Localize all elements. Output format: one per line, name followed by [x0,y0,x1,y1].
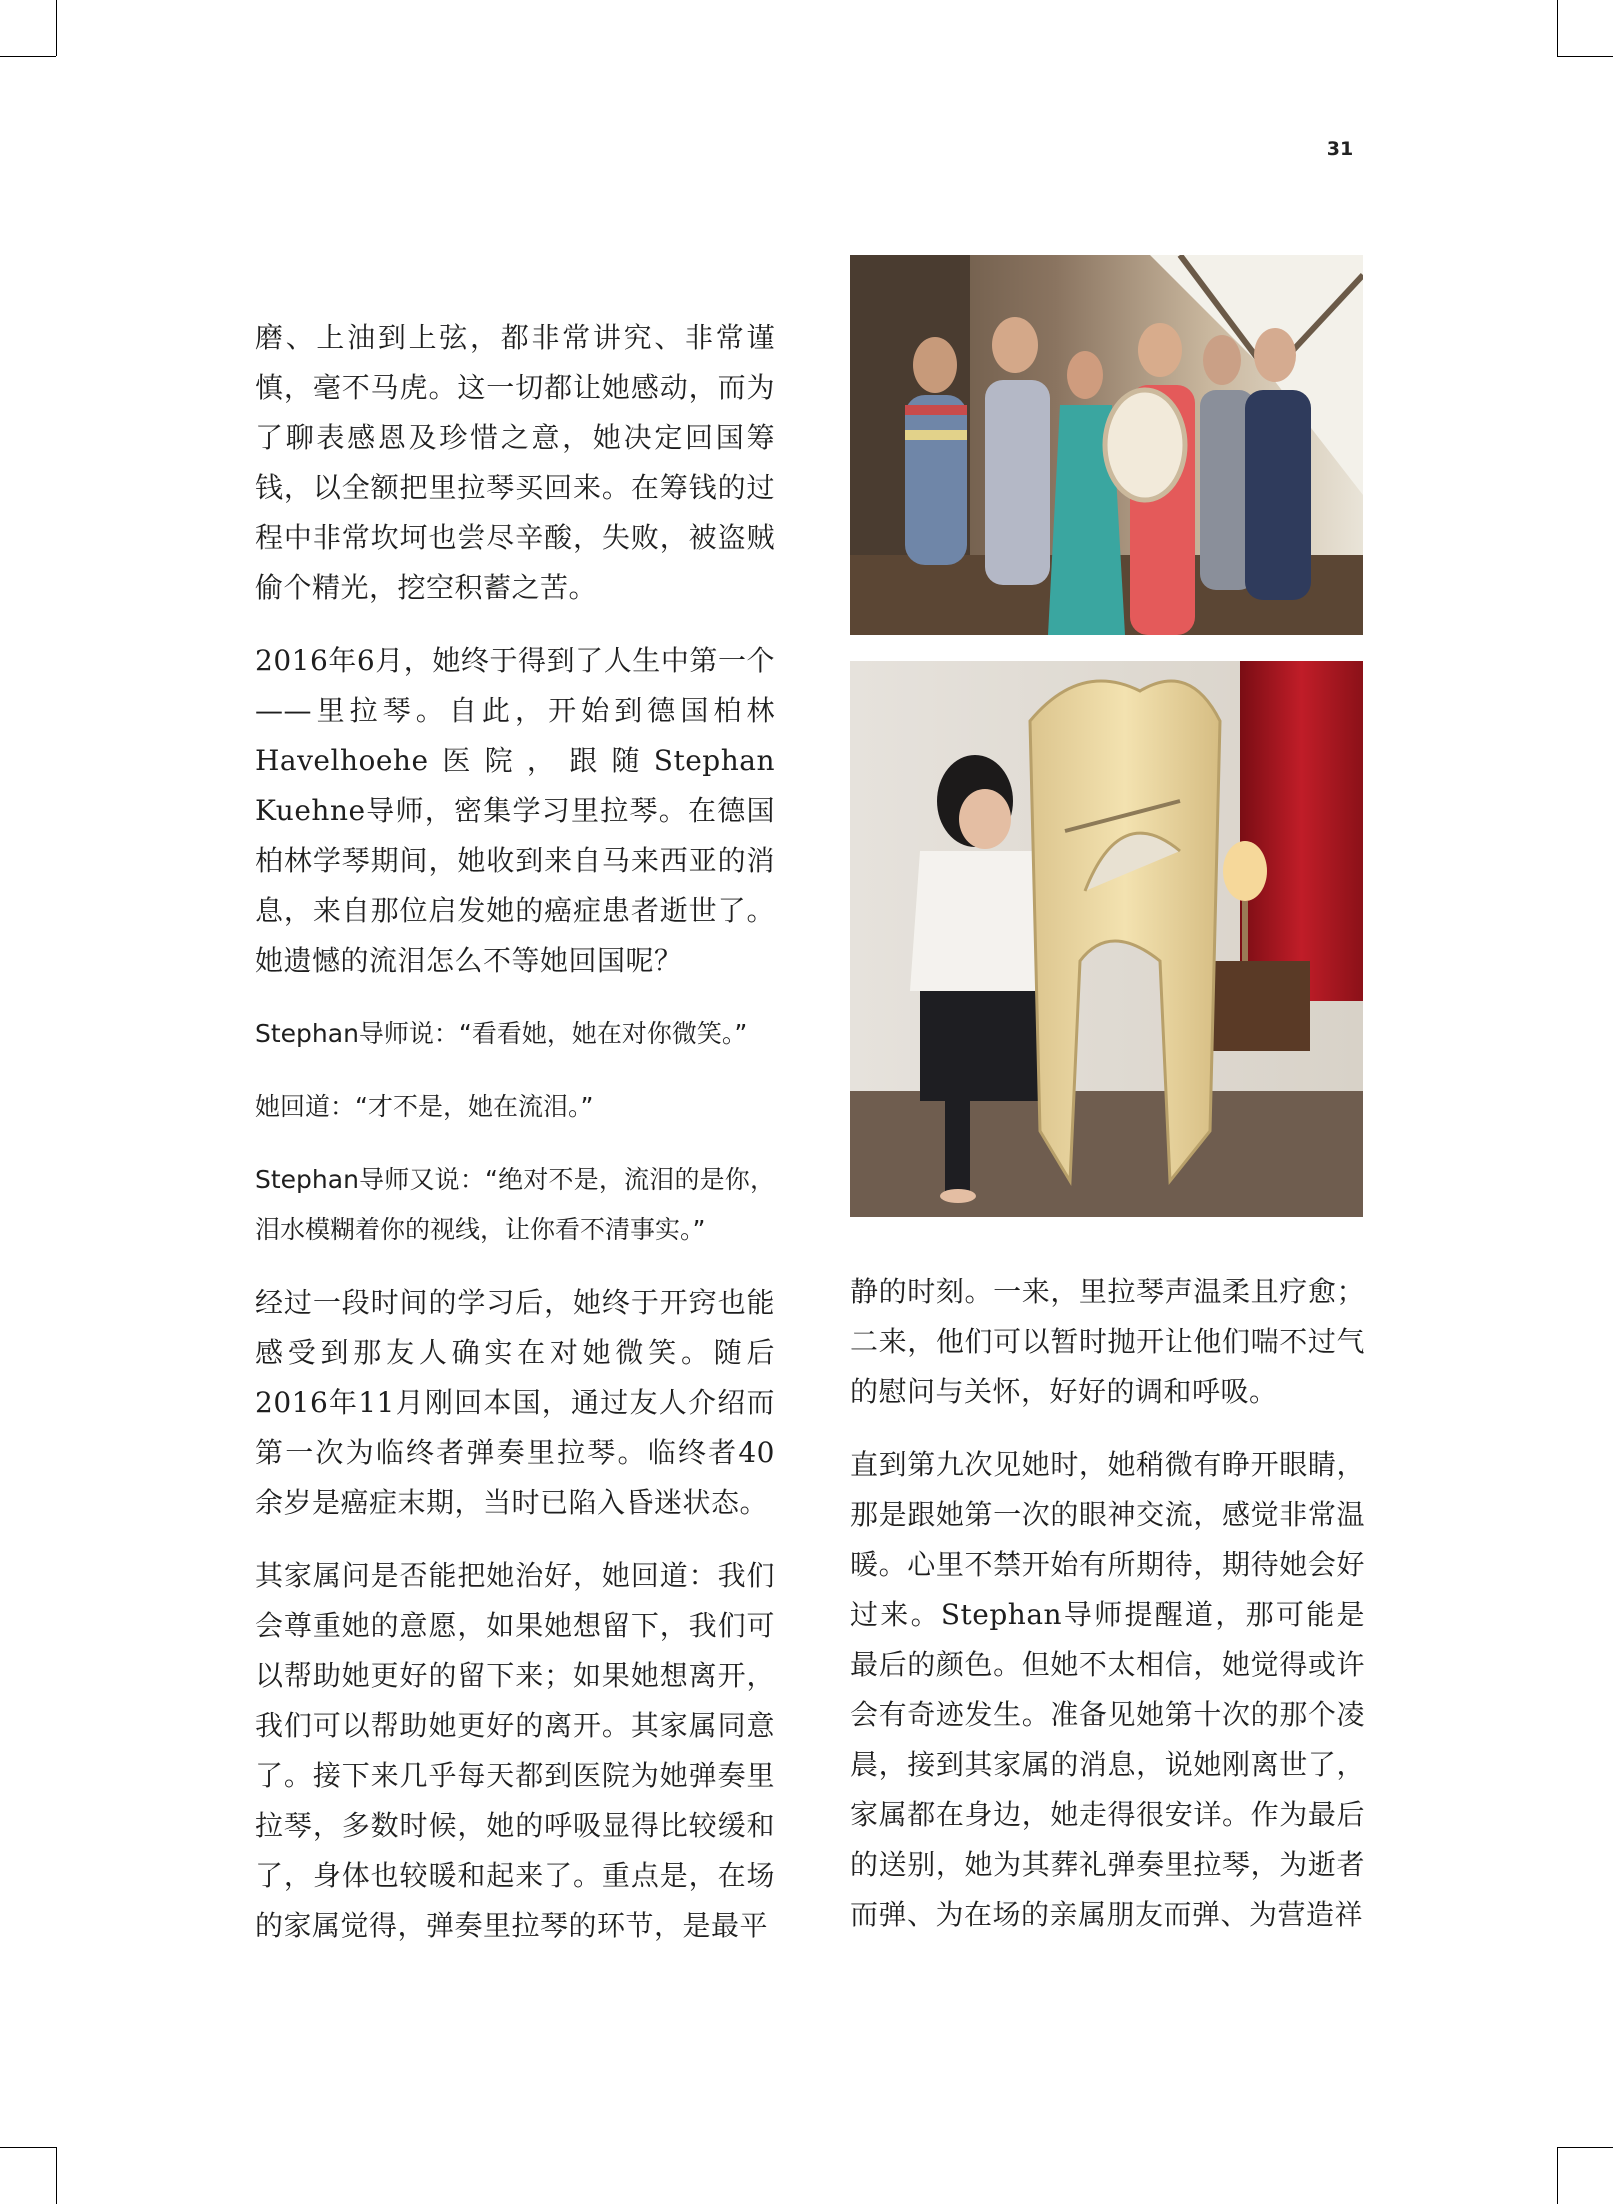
left-text-column [255,313,775,1974]
crop-mark [1557,2147,1613,2148]
paragraph: 直到第九次见她时，她稍微有睁开眼睛，那是跟她第一次的眼神交流，感觉非常温暖。心里不禁开始有所期待，期待她会好过来。Stephan导师提醒道，那可能是最后的颜色。但她不太相信，她觉得或许会有奇迹发生。准备见她第十次的那个凌晨，接到其家属的消息，说她刚离世了，家属都在身边，她走得很安详。作为最后的送别，她为其葬礼弹奏里拉琴，为逝者而弹、为在场的亲属朋友而弹、为营造祥 [850,1448,1365,1931]
paragraph: 经过一段时间的学习后，她终于开窍也能感受到那友人确实在对她微笑。随后2016年11月刚回本国，通过友人介绍而第一次为临终者弹奏里拉琴。临终者40余岁是癌症末期，当时已陷入昏迷状态。 [255,1286,775,1519]
quote-paragraph: Stephan导师又说：“绝对不是，流泪的是你，泪水模糊着你的视线，让你看不清事实。” [255,1165,775,1244]
crop-mark [56,2147,57,2204]
crop-mark [0,2147,56,2148]
lyre-player-photo [850,661,1363,1217]
quote-paragraph: 她回道：“才不是，她在流泪。” [255,1092,594,1121]
lyre-player-illustration [850,661,1363,1217]
group-photo-illustration [850,255,1363,635]
right-text-column [850,1267,1365,1963]
crop-mark [0,56,56,57]
crop-mark [56,0,57,56]
quote-paragraph: Stephan导师说：“看看她，她在对你微笑。” [255,1019,748,1048]
paragraph: 静的时刻。一来，里拉琴声温柔且疗愈；二来，他们可以暂时抛开让他们喘不过气的慰问与关怀，好好的调和呼吸。 [850,1275,1365,1408]
group-photo [850,255,1363,635]
page-number: 31 [1326,138,1354,160]
crop-mark [1557,56,1613,57]
crop-mark [1557,0,1558,56]
paragraph: 其家属问是否能把她治好，她回道：我们会尊重她的意愿，如果她想留下，我们可以帮助她更好的留下来；如果她想离开，我们可以帮助她更好的离开。其家属同意了。接下来几乎每天都到医院为她弹奏里拉琴，多数时候，她的呼吸显得比较缓和了，身体也较暖和起来了。重点是，在场的家属觉得，弹奏里拉琴的环节，是最平 [255,1559,775,1942]
paragraph: 磨、上油到上弦，都非常讲究、非常谨慎，毫不马虎。这一切都让她感动，而为了聊表感恩及珍惜之意，她决定回国筹钱，以全额把里拉琴买回来。在筹钱的过程中非常坎坷也尝尽辛酸，失败，被盗贼偷个精光，挖空积蓄之苦。 [255,321,775,604]
paragraph: 2016年6月，她终于得到了人生中第一个——里拉琴。自此，开始到德国柏林Havelhoehe医院，跟随Stephan Kuehne导师，密集学习里拉琴。在德国柏林学琴期间，她收到来自马来西亚的消息，来自那位启发她的癌症患者逝世了。她遗憾的流泪怎么不等她回国呢？ [255,644,775,977]
crop-mark [1557,2147,1558,2204]
